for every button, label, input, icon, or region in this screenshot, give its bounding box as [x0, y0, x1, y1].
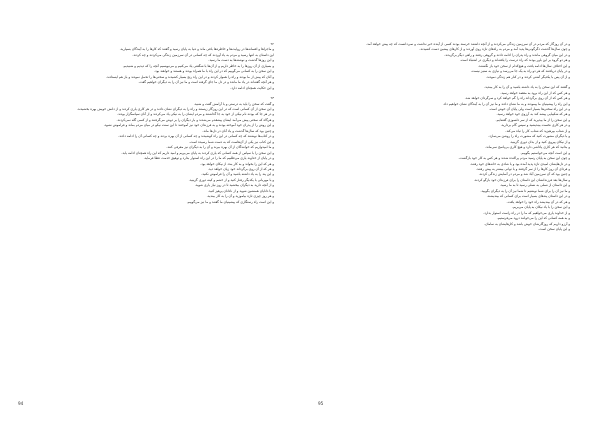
text-line: و این پایان سخن است. [538, 226, 570, 231]
left-page-text [22, 42, 274, 402]
text-line: و چنین بود که آن سرزمین آباد شد و مردم در آسایش زندگی کردند. [478, 172, 570, 177]
text-line: و این است راه رستگاری که پیشینیان ما گفتند و ما نیز می‌گوییم. [186, 199, 274, 204]
paragraph [22, 42, 274, 91]
paragraph [318, 85, 570, 232]
right-page-text [318, 42, 570, 402]
text-line: و به همه کسانی که این را می‌خوانند درود می‌فرستیم. [496, 216, 570, 221]
text-line: و این سخن را با سپاس از همه کسانی که یاری کردند به پایان می‌بریم و امید داریم که این راه همچنان ادامه یابد. [121, 150, 274, 155]
text-line: و در آن روزگار که مردم در آن سرزمین زندگی می‌کردند و از آنچه داشتند خرسند بودند کسی از آینده خبر نداشت و نمی‌دانست که چه پیش خواهد آمد. [366, 42, 570, 46]
text-line: و ماجراها و افسانه‌ها در روایت‌ها و خاطره‌ها باقی ماند و دنیا به پایان رسید و گفتند که کارها را به آیندگان بسپارید. [119, 47, 274, 52]
text-line: و بسیاری از آن روزها را به خاطر داریم و از آن‌ها با شگفتی یاد می‌کنیم و می‌نویسیم آنچه را که دیدیم و شنیدیم. [122, 63, 274, 68]
text-line: و این سخن را به کسانی می‌گوییم که در این راه با ما همراه بودند و هستند و خواهند بود. [154, 69, 274, 74]
text-line: و این داستان از نسلی به نسلی رسید تا به ما رسید. [499, 183, 570, 188]
text-line: و بدانید که هر کاری پاداشی دارد و هیچ کاری بی‌پاسخ نمی‌ماند. [485, 145, 570, 150]
text-line: ٦٣ [270, 96, 274, 101]
text-line: و در این راه سختی‌ها بسیار است ولی پایان آن خوش است. [488, 106, 570, 111]
right-page-number: 95 [318, 401, 324, 406]
text-line: و این کتاب نیز یکی از آن‌هاست که به دست شما رسیده است. [189, 139, 274, 144]
text-line: و در دل‌هایشان امیدی تازه پدید آمده بود و با شادی به خانه‌های خود رفتند. [469, 161, 570, 166]
text-line: و سال‌ها بعد فرزندانشان این داستان را برای فرزندان خود بازگو کردند. [473, 177, 570, 182]
text-line: و هرگاه که سختی پیش می‌آمد ایشان پیشقدم می‌شدند و بار دیگران را بر دوش می‌گرفتند و از کسی گله نمی‌کردند. [116, 117, 274, 122]
text-line: و هر روز چیزی تازه بیاموزید و آن را به کار ببندید. [206, 194, 274, 199]
text-line: این داستان به انتها رسید و مردم به یاد آوردند که چه کسانی در آن سرزمین زندگی می‌کردند و چه کردند. [132, 52, 274, 57]
text-line: و فردای آن روز کارها را از سر گرفتند و با توانی بیشتر به پیش رفتند. [475, 166, 570, 171]
text-line: و گفت که سخن را باید به درستی و با آرامش گفت و شنید. [193, 101, 274, 106]
text-line: و با دیگران مشورت کنید که مشورت راه را روشن می‌سازد. [488, 134, 570, 139]
text-line: و در پایان از خداوند یاری می‌طلبیم که ما را در این راه استوار بدارد و توفیق خدمت عطا فرماید. [143, 156, 274, 161]
text-line: و در هر کاری نخست بیندیشید و سپس گام بردارید. [500, 123, 570, 128]
text-line: و هر که این را بخواند و به کار بندد از نیکان خواهد بود. [200, 161, 274, 166]
text-line: و هر که از آن روی برگرداند خود زیان خواهد دید. [207, 166, 274, 171]
text-line: و از آنچه دارید به دیگران ببخشید تا در روز نیاز یاری شوید. [194, 183, 274, 188]
text-line: و ما امیدواریم که خوانندگان از آن بهره ببرند و آن را به دیگران نیز معرفی کنند. [166, 145, 274, 150]
text-line: و این پند را به یاد داشته باشید و آن را فراموش نکنید. [201, 172, 274, 177]
text-line: ٦٢ [270, 42, 274, 46]
text-line: و چون این سخن به پایان رسید مردم پراکنده شدند و هر کس به کار خود بازگشت. [458, 156, 570, 161]
text-line: و این است آنچه می‌خواستیم بگوییم. [520, 150, 570, 155]
text-line: و در پایان دریافتند که هر دو راه به یک جا می‌رسد و نیازی به ستیز نیست. [470, 69, 570, 74]
text-line: و در این میان گروهی ماندند و راه پدران را ادامه دادند و گروهی رفتند و راهی دیگر برگزیدند. [444, 52, 570, 57]
text-line: و هر کس که از آن روی برگرداند راه را گم خواهد کرد و سرگردان خواهد شد. [464, 96, 570, 101]
text-line: و از آن پس با یکدیگر آشتی کردند و در کنار هم زندگی نمودند. [485, 74, 570, 79]
text-line: و آرزو داریم که روزگارشان خوش باشد و کارهایشان به سامان. [484, 221, 570, 226]
text-line: و هر که شکیبایی پیشه کند به آرزوی خود خواهد رسید. [496, 112, 570, 117]
paragraph [318, 42, 570, 80]
text-line: و ما نیز آن را برای شما نوشتیم تا شما نیز آن را به دیگران بگویید. [480, 188, 570, 193]
text-line: و هر آنچه گفته‌اند در یاد ما مانده و در دل ما جای گرفته است و ما نیز آن را به دیگران خواهیم گفت. [138, 80, 274, 85]
text-line: و این سخن را از ما بپذیرید که از سر دلسوزی گفته‌ایم. [495, 117, 570, 122]
text-line: و از شتاب بپرهیزید که شتاب کار را تباه می‌کند. [505, 128, 570, 133]
text-line: و این اختلاف سال‌ها ادامه یافت و هیچ‌کدام از سخن خود باز نگشتند. [477, 63, 570, 68]
text-line: و این روش را از پدران خود آموخته بودند و به فرزندان خود نیز آموختند تا این سنت نیکو در میان مردم بماند و فراموش نشود. [103, 123, 274, 128]
text-line: و از نیکان پیروی کنید و از بدان دوری گزینید. [509, 139, 570, 144]
paragraph [22, 96, 274, 205]
left-page-number: 94 [18, 401, 24, 406]
text-line: و در این داستان پندهای بسیار است برای کسانی که بیندیشند. [486, 194, 570, 199]
text-line: و هر کس که از این راه برود به مقصد خواهد رسید. [500, 90, 570, 95]
text-line: و با مهربانی با یکدیگر رفتار کنید و از خشم و کینه دوری گزینید. [188, 177, 274, 182]
text-line: و چنین بود که سال‌ها گذشت و یاد آنان در دل‌ها ماند. [202, 128, 274, 133]
text-line: و این سخن را با یاد نیکان به پایان می‌بریم. [511, 205, 570, 210]
text-line: و در هر جا که بودند نام نیکی از خود به جا گذاشتند و مردم ایشان را به نیکی یاد می‌کردند و از آنان سپاسگزار بودند. [117, 112, 274, 117]
text-line: و هر که در آن بیندیشد راه خود را خواهد یافت. [506, 199, 570, 204]
text-line: و این حکایت همچنان ادامه دارد. [230, 85, 274, 90]
text-line: و آنان که پیش از ما بودند و راه را هموار کردند و در این راه رنج بسیار کشیدند و سختی‌ها را تحمل نمودند و باز هم ایستادند. [105, 74, 274, 79]
text-line: و این سخن از آن کسانی است که در این روزگار زیستند و راه را به دیگران نشان دادند و در هر کاری یاری کردند و از دانش خویش بهره بخشیدند. [76, 106, 274, 111]
text-line: و با دانایان همنشین شوید و از نادانان پرهیز کنید. [207, 188, 274, 193]
text-line: و گفتند که این سخن را به یاد داشته باشید و آن را به کار ببندید. [484, 85, 570, 90]
text-line: و این روزها گذشت و نوشته‌ها به دست ما رسید. [208, 58, 274, 63]
text-line: و هر دو گروه بر این باور بودند که راه درست را یافته‌اند و دیگری در اشتباه است. [459, 58, 570, 63]
text-line: و چون سال‌ها گذشت دگرگونی‌ها پدید آمد و مردم به راه‌های تازه روی آوردند و از کارهای پیشین دست کشیدند. [419, 47, 570, 52]
text-line: و این راه را پیشینیان ما پیمودند و به ما نشان دادند و ما نیز آن را به آیندگان نشان خواهیم داد. [442, 101, 570, 106]
text-line: و از خداوند یاری می‌خواهیم که ما را در راه راست استوار بدارد. [483, 210, 570, 215]
text-line: و در کتاب‌ها نوشتند که چه کسانی در این راه کوشیدند و چه کسانی از آن بهره بردند و چه کسانی آن را ادامه دادند. [118, 134, 274, 139]
